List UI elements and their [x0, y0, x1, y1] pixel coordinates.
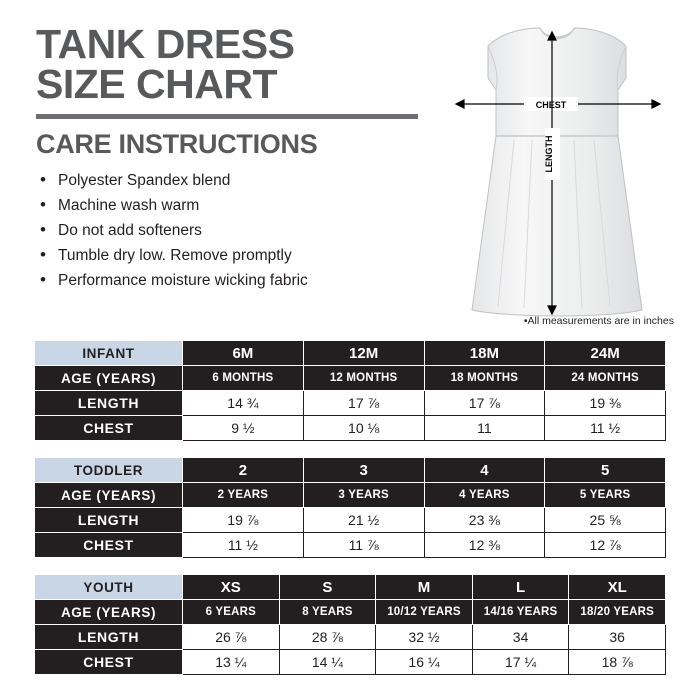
length-value: 19 ⅜ [545, 391, 666, 416]
length-row-label: LENGTH [35, 391, 183, 416]
page-title-line2: SIZE CHART [36, 61, 277, 108]
length-value: 23 ⅜ [424, 508, 545, 533]
age-value: 18 MONTHS [424, 366, 545, 391]
size-header: 6M [183, 341, 304, 366]
table-row [35, 625, 666, 650]
length-row-label: LENGTH [35, 625, 183, 650]
list-item: • Performance moisture wicking fabric [36, 268, 426, 293]
chest-value: 14 ¼ [279, 650, 376, 675]
chest-value: 18 ⅞ [569, 650, 666, 675]
chest-row-label: CHEST [35, 650, 183, 675]
chest-value: 11 ½ [545, 416, 666, 441]
size-header: 2 [183, 458, 304, 483]
size-tables [34, 340, 666, 691]
length-value: 21 ½ [303, 508, 424, 533]
length-label: LENGTH [544, 135, 554, 173]
table-row [35, 508, 666, 533]
age-value: 14/16 YEARS [472, 600, 569, 625]
size-header: 18M [424, 341, 545, 366]
length-row-label: LENGTH [35, 508, 183, 533]
care-instructions-list [36, 168, 426, 293]
length-value: 28 ⅞ [279, 625, 376, 650]
age-label: AGE (YEARS) [35, 483, 183, 508]
dress-illustration-svg [428, 18, 678, 328]
measurement-note: •All measurements are in inches [523, 315, 674, 327]
size-header: L [472, 575, 569, 600]
table-row [35, 391, 666, 416]
size-header: 24M [545, 341, 666, 366]
length-value: 17 ⅞ [424, 391, 545, 416]
size-table-infant [34, 340, 666, 441]
age-value: 24 MONTHS [545, 366, 666, 391]
chest-value: 10 ⅛ [303, 416, 424, 441]
group-label-toddler: TODDLER [35, 458, 183, 483]
table-row [35, 483, 666, 508]
chest-value: 16 ¼ [376, 650, 473, 675]
length-value: 19 ⅞ [183, 508, 304, 533]
size-header: 3 [303, 458, 424, 483]
page-title-line1: TANK DRESS [36, 21, 295, 67]
size-table-youth [34, 574, 666, 675]
age-label: AGE (YEARS) [35, 600, 183, 625]
age-value: 6 MONTHS [183, 366, 304, 391]
title-divider [36, 114, 418, 119]
size-header: 12M [303, 341, 424, 366]
age-value: 2 YEARS [183, 483, 304, 508]
table-row [35, 366, 666, 391]
length-value: 17 ⅞ [303, 391, 424, 416]
chest-value: 13 ¼ [183, 650, 280, 675]
tank-dress-diagram [428, 18, 678, 328]
chest-value: 11 ½ [183, 533, 304, 558]
age-value: 5 YEARS [545, 483, 666, 508]
length-value: 36 [569, 625, 666, 650]
length-value: 34 [472, 625, 569, 650]
chest-value: 12 ⅞ [545, 533, 666, 558]
list-item: • Do not add softeners [36, 218, 426, 243]
size-header: M [376, 575, 473, 600]
chest-value: 11 ⅞ [303, 533, 424, 558]
size-header: XS [183, 575, 280, 600]
table-row [35, 575, 666, 600]
group-label-infant: INFANT [35, 341, 183, 366]
size-header: S [279, 575, 376, 600]
length-value: 25 ⅝ [545, 508, 666, 533]
length-value: 32 ½ [376, 625, 473, 650]
chest-value: 9 ½ [183, 416, 304, 441]
dress-bodice [488, 28, 626, 136]
header [36, 21, 426, 293]
age-label: AGE (YEARS) [35, 366, 183, 391]
size-header: 5 [545, 458, 666, 483]
length-value: 14 ¾ [183, 391, 304, 416]
list-item: • Machine wash warm [36, 193, 426, 218]
chest-value: 12 ⅜ [424, 533, 545, 558]
age-value: 3 YEARS [303, 483, 424, 508]
length-value: 26 ⅞ [183, 625, 280, 650]
size-table-toddler [34, 457, 666, 558]
list-item: • Polyester Spandex blend [36, 168, 426, 193]
size-header: 4 [424, 458, 545, 483]
page-title [36, 21, 426, 108]
age-value: 12 MONTHS [303, 366, 424, 391]
table-row [35, 416, 666, 441]
list-item: • Tumble dry low. Remove promptly [36, 243, 426, 268]
chest-value: 17 ¼ [472, 650, 569, 675]
table-row [35, 458, 666, 483]
chest-row-label: CHEST [35, 533, 183, 558]
group-label-youth: YOUTH [35, 575, 183, 600]
chest-value: 11 [424, 416, 545, 441]
size-header: XL [569, 575, 666, 600]
table-row [35, 650, 666, 675]
age-value: 10/12 YEARS [376, 600, 473, 625]
age-value: 8 YEARS [279, 600, 376, 625]
table-row [35, 341, 666, 366]
chest-row-label: CHEST [35, 416, 183, 441]
age-value: 4 YEARS [424, 483, 545, 508]
table-row [35, 600, 666, 625]
table-row [35, 533, 666, 558]
age-value: 18/20 YEARS [569, 600, 666, 625]
age-value: 6 YEARS [183, 600, 280, 625]
chest-label: CHEST [535, 100, 567, 110]
care-instructions-title: CARE INSTRUCTIONS [36, 129, 318, 160]
